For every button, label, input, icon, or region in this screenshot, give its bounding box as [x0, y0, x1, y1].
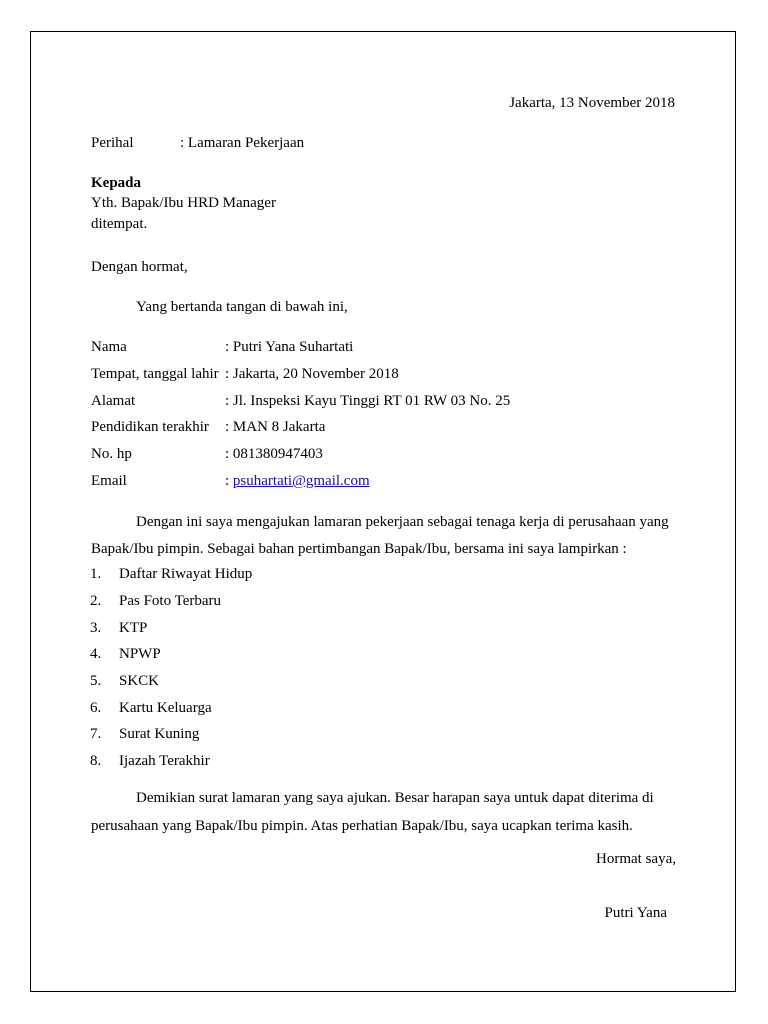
list-item-number: 6. [90, 700, 102, 716]
list-item: KTP [119, 620, 148, 636]
letter-date: Jakarta, 13 November 2018 [509, 95, 675, 111]
field-label-nama: Nama [91, 339, 127, 355]
field-value-email [225, 472, 370, 490]
subject-label: Perihal [91, 135, 134, 151]
signature-name: Putri Yana [604, 905, 667, 921]
closing-line-1: Demikian surat lamaran yang saya ajukan. Besar harapan saya untuk dapat diterima di [136, 790, 654, 806]
field-value-hp: : 081380947403 [225, 446, 323, 462]
field-value-nama: : Putri Yana Suhartati [225, 339, 354, 355]
list-item: SKCK [119, 673, 160, 689]
email-link[interactable]: psuhartati@gmail.com [232, 473, 370, 489]
to-heading: Kepada [91, 175, 142, 191]
list-item-number: 4. [90, 646, 102, 662]
list-item-number: 2. [90, 593, 102, 609]
recipient: Yth. Bapak/Ibu HRD Manager [91, 195, 276, 211]
list-item-number: 7. [90, 726, 102, 742]
recipient-location: ditempat. [91, 216, 148, 232]
list-item: Ijazah Terakhir [119, 753, 210, 769]
field-label-email: Email [91, 473, 127, 489]
list-item: Kartu Keluarga [119, 700, 212, 716]
list-item-number: 3. [90, 620, 102, 636]
subject-value: : Lamaran Pekerjaan [180, 135, 305, 151]
field-value-ttl: : Jakarta, 20 November 2018 [225, 366, 399, 382]
field-label-alamat: Alamat [91, 393, 136, 409]
list-item-number: 5. [90, 673, 102, 689]
body-line-1: Dengan ini saya mengajukan lamaran pekerjaan sebagai tenaga kerja di perusahaan yang [136, 514, 669, 530]
list-item: Surat Kuning [119, 726, 200, 742]
letter-page [30, 31, 736, 992]
greeting: Dengan hormat, [91, 259, 188, 275]
field-label-hp: No. hp [91, 446, 132, 462]
list-item: Daftar Riwayat Hidup [119, 566, 253, 582]
intro-text: Yang bertanda tangan di bawah ini, [136, 299, 348, 315]
field-value-alamat: : Jl. Inspeksi Kayu Tinggi RT 01 RW 03 No. 25 [225, 393, 511, 409]
body-line-2: Bapak/Ibu pimpin. Sebagai bahan pertimbangan Bapak/Ibu, bersama ini saya lampirkan : [91, 541, 627, 557]
list-item: NPWP [119, 646, 161, 662]
email-prefix: : [225, 473, 233, 489]
field-label-pendidikan: Pendidikan terakhir [91, 419, 209, 435]
list-item: Pas Foto Terbaru [119, 593, 221, 609]
list-item-number: 1. [90, 566, 102, 582]
regards-text: Hormat saya, [596, 851, 676, 867]
field-label-ttl: Tempat, tanggal lahir [91, 366, 219, 382]
closing-line-2: perusahaan yang Bapak/Ibu pimpin. Atas perhatian Bapak/Ibu, saya ucapkan terima kasih. [91, 818, 633, 834]
list-item-number: 8. [90, 753, 102, 769]
field-value-pendidikan: : MAN 8 Jakarta [225, 419, 326, 435]
